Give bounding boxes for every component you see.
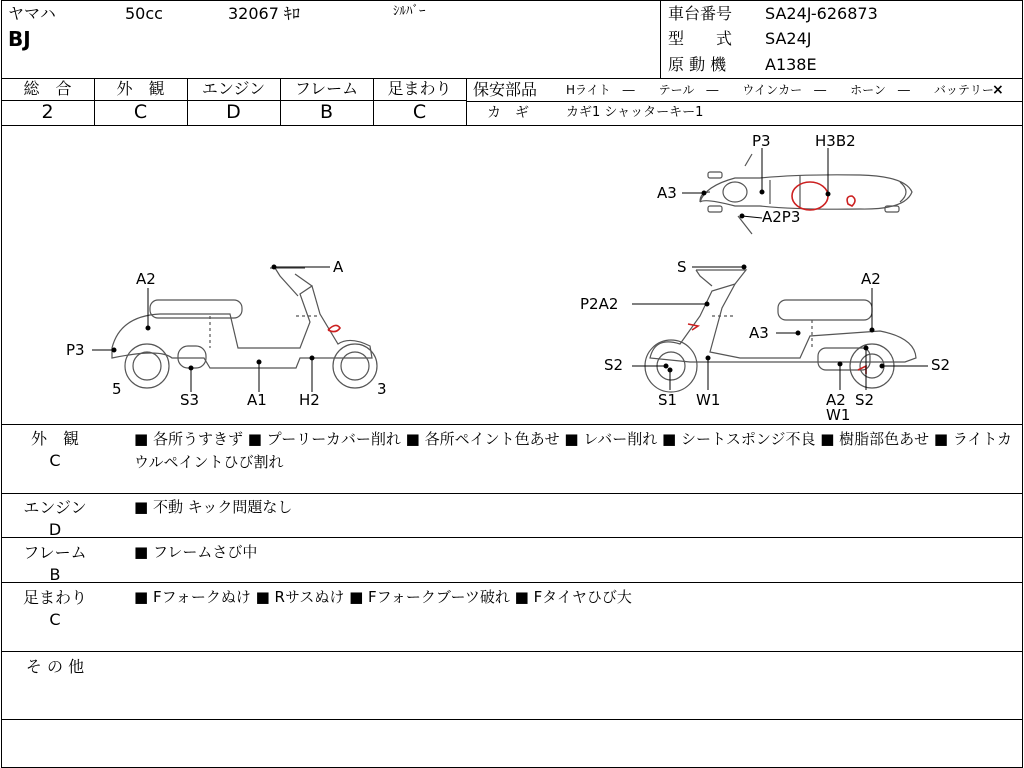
label-top-a3: A3 bbox=[657, 184, 677, 202]
label-right-p2a2: P2A2 bbox=[580, 295, 619, 313]
safety-mid-border bbox=[467, 101, 1023, 102]
detail-label-engine bbox=[10, 497, 100, 540]
label-left-a1: A1 bbox=[247, 391, 267, 409]
label-right-w1-rear: W1 bbox=[826, 406, 851, 424]
label-right-w1: W1 bbox=[696, 391, 721, 409]
detail-frame-label: フレーム bbox=[23, 543, 87, 562]
grade-value-engine: D bbox=[226, 101, 241, 123]
damage-mark bbox=[847, 196, 855, 206]
label-top-h3b2: H3B2 bbox=[815, 132, 856, 150]
scooter-top-view bbox=[700, 154, 912, 234]
detail-divider bbox=[1, 651, 1023, 652]
grade-label-engine: エンジン bbox=[201, 79, 266, 98]
scooter-right-view bbox=[645, 270, 916, 392]
detail-engine-grade: D bbox=[48, 519, 62, 539]
engine-value: A138E bbox=[765, 55, 817, 74]
safety-label: 保安部品 bbox=[473, 80, 538, 99]
grade-label-frame: フレーム bbox=[294, 79, 359, 98]
label-right-s2-rear: S2 bbox=[855, 391, 875, 409]
detail-divider bbox=[1, 582, 1023, 583]
grade-value-suspension: C bbox=[412, 101, 427, 123]
frame-no: SA24J-626873 bbox=[765, 4, 878, 23]
label-right-s2-front: S2 bbox=[604, 356, 624, 374]
detail-label-other bbox=[10, 656, 100, 678]
label-right-a3: A3 bbox=[749, 324, 769, 342]
frame-no-label: 車台番号 bbox=[668, 4, 733, 23]
label-top-a2p3: A2P3 bbox=[762, 208, 801, 226]
detail-text-frame: ■ フレームさび中 bbox=[134, 543, 258, 561]
label-right-s: S bbox=[677, 258, 687, 276]
detail-text-engine: ■ 不動 キック問題なし bbox=[134, 498, 293, 516]
damage-mark bbox=[328, 325, 340, 331]
detail-engine-label: エンジン bbox=[23, 498, 87, 517]
grade-label-exterior: 外 観 bbox=[116, 79, 165, 98]
grade-value-overall: 2 bbox=[41, 101, 54, 123]
damage-mark bbox=[792, 182, 828, 210]
detail-divider bbox=[1, 493, 1023, 494]
label-left-a2: A2 bbox=[136, 270, 156, 288]
label-left-h2: H2 bbox=[299, 391, 320, 409]
label-left-p3: P3 bbox=[66, 341, 85, 359]
label-right-a2-rear: A2 bbox=[826, 391, 846, 409]
grade-label-suspension: 足まわり bbox=[387, 79, 452, 98]
detail-label-frame bbox=[10, 542, 100, 585]
key-value: カギ1 シャッターキー1 bbox=[566, 105, 704, 120]
battery-mark: × bbox=[992, 82, 1004, 98]
diagram-bottom-border bbox=[1, 424, 1023, 425]
label-right-s1: S1 bbox=[658, 391, 678, 409]
detail-exterior-grade: C bbox=[49, 450, 61, 470]
detail-text-exterior: ■ 各所うすきず ■ プーリーカバー削れ ■ 各所ペイント色あせ ■ レバー削れ ■ シートスポンジ不良 ■ 樹脂部色あせ ■ ライトカウルペイントひび割れ bbox=[134, 430, 1012, 471]
type-value: SA24J bbox=[765, 29, 812, 48]
detail-exterior-label: 外 観 bbox=[30, 429, 79, 448]
detail-suspension-grade: C bbox=[49, 609, 61, 629]
grade-value-frame: B bbox=[319, 101, 334, 123]
model-name: BJ bbox=[8, 27, 31, 51]
key-label: カ ギ bbox=[487, 105, 529, 121]
grade-value-exterior: C bbox=[133, 101, 148, 123]
maker: ヤマハ bbox=[8, 4, 56, 23]
safety-items: Hライト ― テール ― ウインカー ― ホーン ― バッテリー bbox=[566, 83, 994, 97]
mileage: 32067 ｷﾛ bbox=[228, 4, 300, 23]
grade-label-overall: 総 合 bbox=[23, 79, 72, 98]
damage-mark bbox=[688, 324, 698, 330]
detail-label-suspension bbox=[10, 587, 100, 630]
label-right-a2: A2 bbox=[861, 270, 881, 288]
detail-other-label: そ の 他 bbox=[25, 657, 85, 676]
detail-suspension-label: 足まわり bbox=[22, 588, 87, 607]
displacement: 50cc bbox=[125, 4, 163, 23]
detail-divider bbox=[1, 719, 1023, 720]
label-left-a: A bbox=[333, 258, 344, 276]
detail-frame-grade: B bbox=[49, 564, 61, 584]
detail-label-exterior bbox=[10, 428, 100, 471]
header-divider bbox=[660, 0, 661, 78]
detail-text-suspension: ■ Fフォークぬけ ■ Rサスぬけ ■ Fフォークブーツ破れ ■ Fタイヤひび大 bbox=[134, 588, 632, 606]
damage-diagram bbox=[0, 126, 1024, 424]
label-left-3: 3 bbox=[377, 380, 387, 398]
label-top-p3: P3 bbox=[752, 132, 771, 150]
label-right-s2-side: S2 bbox=[931, 356, 951, 374]
label-left-5: 5 bbox=[112, 380, 122, 398]
detail-divider bbox=[1, 537, 1023, 538]
engine-label: 原 動 機 bbox=[668, 55, 727, 74]
grade-col-divider bbox=[466, 78, 467, 125]
type-label: 型 式 bbox=[668, 29, 733, 48]
color: ｼﾙﾊﾞｰ bbox=[393, 4, 426, 19]
label-left-s3: S3 bbox=[180, 391, 200, 409]
